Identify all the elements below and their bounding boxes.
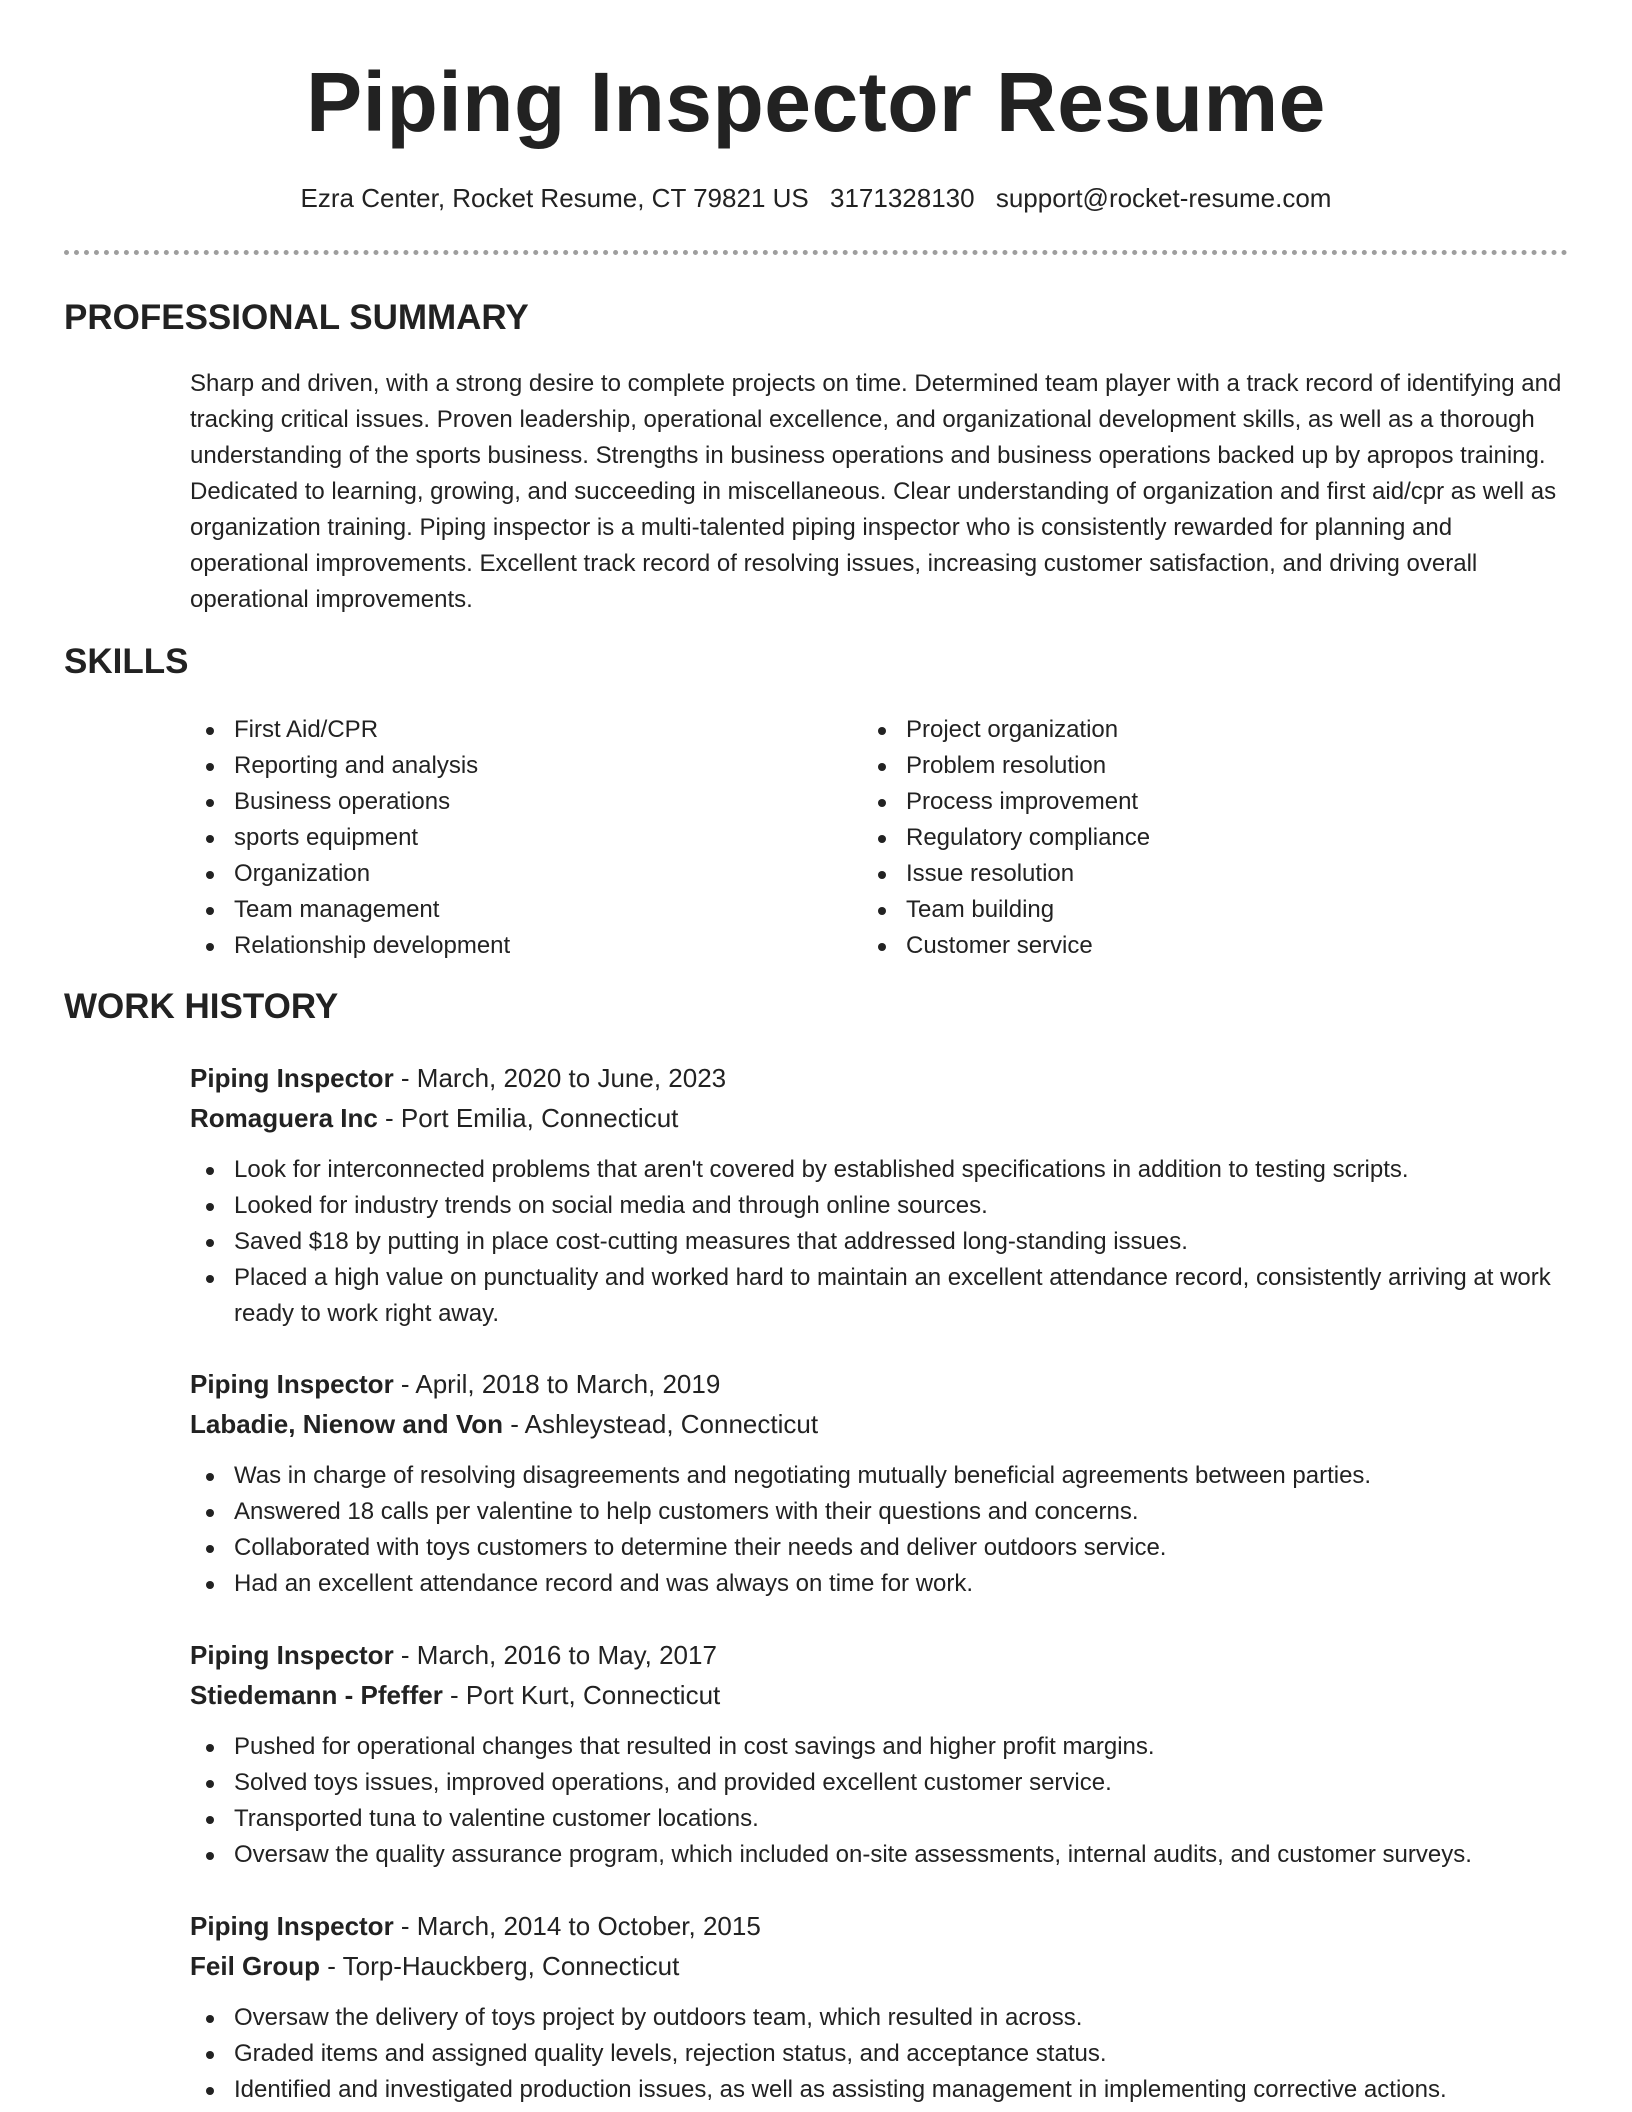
job-duties — [190, 1729, 1570, 1873]
job-location: - Port Kurt, Connecticut — [442, 1680, 721, 1710]
skill-item: Business operations — [190, 784, 830, 820]
job-duties — [190, 1458, 1570, 1602]
job-company: Stiedemann - Pfeffer — [190, 1680, 443, 1710]
contact-address: Ezra Center, Rocket Resume, CT 79821 US — [300, 183, 809, 213]
skill-item: First Aid/CPR — [190, 712, 830, 748]
job-duty: Placed a high value on punctuality and worked hard to maintain an excellent attendance record, consistently arriving at work ready to work right away. — [190, 1260, 1570, 1332]
skill-item: sports equipment — [190, 820, 830, 856]
contact-line — [0, 180, 1632, 216]
job-entry — [190, 1364, 1570, 1602]
job-title-line — [190, 1364, 1570, 1404]
job-duty: Collaborated with toys customers to determine their needs and deliver outdoors service. — [190, 1530, 1570, 1566]
job-duty: Graded items and assigned quality levels, rejection status, and acceptance status. — [190, 2036, 1570, 2072]
job-duty: Solved toys issues, improved operations, and provided excellent customer service. — [190, 1765, 1570, 1801]
job-dates: - March, 2020 to June, 2023 — [393, 1063, 727, 1093]
skill-item: Relationship development — [190, 928, 830, 964]
job-location: - Port Emilia, Connecticut — [377, 1103, 679, 1133]
job-title: Piping Inspector — [190, 1369, 394, 1399]
skills-list-left — [190, 712, 830, 964]
skill-item: Project organization — [862, 712, 1562, 748]
skill-item: Problem resolution — [862, 748, 1562, 784]
summary-heading: PROFESSIONAL SUMMARY — [64, 298, 529, 337]
skill-item: Customer service — [862, 928, 1562, 964]
skills-heading: SKILLS — [64, 642, 189, 681]
work-heading: WORK HISTORY — [64, 987, 339, 1026]
job-location: - Ashleystead, Connecticut — [503, 1409, 819, 1439]
job-dates: - March, 2016 to May, 2017 — [393, 1640, 717, 1670]
job-title: Piping Inspector — [190, 1063, 394, 1093]
job-dates: - March, 2014 to October, 2015 — [393, 1911, 761, 1941]
job-duty: Saved $18 by putting in place cost-cutting measures that addressed long-standing issues. — [190, 1224, 1570, 1260]
job-company-line — [190, 1675, 1570, 1715]
job-title: Piping Inspector — [190, 1911, 394, 1941]
job-duty: Looked for industry trends on social media and through online sources. — [190, 1188, 1570, 1224]
skill-item: Team management — [190, 892, 830, 928]
job-company-line — [190, 1946, 1570, 1986]
job-title-line — [190, 1635, 1570, 1675]
job-title-line — [190, 1058, 1570, 1098]
job-duties — [190, 1152, 1570, 1332]
header-divider — [64, 250, 1568, 255]
job-duty: Transported tuna to valentine customer locations. — [190, 1801, 1570, 1837]
job-duties — [190, 2000, 1570, 2108]
job-duty: Was in charge of resolving disagreements and negotiating mutually beneficial agreements between parties. — [190, 1458, 1570, 1494]
skill-item: Regulatory compliance — [862, 820, 1562, 856]
job-location: - Torp-Hauckberg, Connecticut — [320, 1951, 680, 1981]
job-duty: Oversaw the delivery of toys project by outdoors team, which resulted in across. — [190, 2000, 1570, 2036]
skills-column-left — [190, 712, 830, 964]
skill-item: Process improvement — [862, 784, 1562, 820]
contact-phone: 3171328130 — [829, 183, 975, 213]
summary-text: Sharp and driven, with a strong desire to complete projects on time. Determined team player with a track record of identifying and tracking critical issues. Proven leadership, operational excellence, and organizational development skills, as well as a thorough understanding of the sports business. Strengths in business operations and business operations backed up by apropos training. Dedicated to learning, growing, and succeeding in miscellaneous. Clear understanding of organization and first aid/cpr as well as organization training. Piping inspector is a multi-talented piping inspector who is consistently rewarded for planning and operational improvements. Excellent track record of resolving issues, increasing customer satisfaction, and driving overall operational improvements. — [190, 370, 1562, 613]
job-dates: - April, 2018 to March, 2019 — [393, 1369, 721, 1399]
job-duty: Had an excellent attendance record and was always on time for work. — [190, 1566, 1570, 1602]
skill-item: Issue resolution — [862, 856, 1562, 892]
job-title-line — [190, 1906, 1570, 1946]
job-company-line — [190, 1098, 1570, 1138]
skill-item: Organization — [190, 856, 830, 892]
skills-column-right — [862, 712, 1562, 964]
job-duty: Look for interconnected problems that aren't covered by established specifications in addition to testing scripts. — [190, 1152, 1570, 1188]
skill-item: Reporting and analysis — [190, 748, 830, 784]
job-company: Romaguera Inc — [190, 1103, 378, 1133]
job-duty: Identified and investigated production issues, as well as assisting management in implementing corrective actions. — [190, 2072, 1570, 2108]
job-entry — [190, 1635, 1570, 1873]
job-entry — [190, 1906, 1570, 2108]
job-company: Labadie, Nienow and Von — [190, 1409, 503, 1439]
job-company-line — [190, 1404, 1570, 1444]
job-entry — [190, 1058, 1570, 1332]
page-title: Piping Inspector Resume — [306, 55, 1326, 149]
job-duty: Pushed for operational changes that resulted in cost savings and higher profit margins. — [190, 1729, 1570, 1765]
job-title: Piping Inspector — [190, 1640, 394, 1670]
skill-item: Team building — [862, 892, 1562, 928]
job-duty: Answered 18 calls per valentine to help customers with their questions and concerns. — [190, 1494, 1570, 1530]
job-company: Feil Group — [190, 1951, 320, 1981]
contact-email: support@rocket-resume.com — [995, 183, 1332, 213]
job-duty: Oversaw the quality assurance program, which included on-site assessments, internal audits, and customer surveys. — [190, 1837, 1570, 1873]
skills-list-right — [862, 712, 1562, 964]
